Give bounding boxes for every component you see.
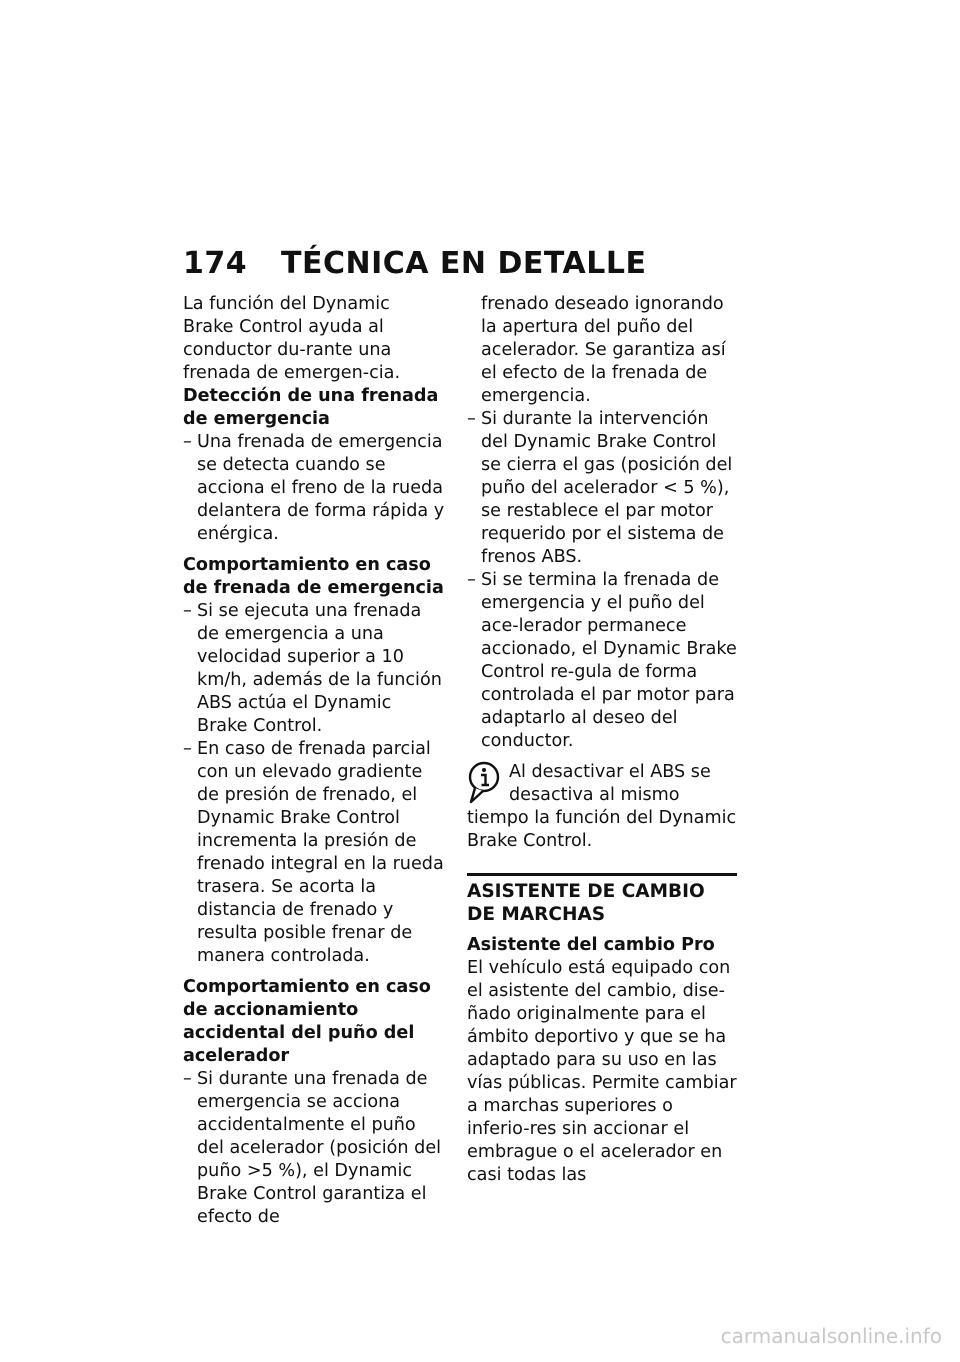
list-item-text: Una frenada de emergencia se detecta cuando se acciona el freno de la rueda delantera de forma rápida y enérgica. bbox=[197, 432, 445, 544]
watermark: carmanualsonline.info bbox=[720, 1324, 942, 1348]
dash-bullet: – bbox=[183, 1069, 192, 1089]
pro-paragraph: El vehículo está equipado con el asistente del cambio, dise-ñado originalmente para el ámbito deportivo y que se ha adaptado para su uso en las vías públicas. Permite cambiar a marchas superiores o inferio-res sin accionar el embrague o el acelerador en casi todas las bbox=[467, 958, 737, 1185]
list-item-text: Si durante una frenada de emergencia se acciona accidentalmente el puño del acelerador (posición del puño >5 %), el Dynamic Brake Control garantiza el efecto de bbox=[197, 1069, 442, 1227]
list-item bbox=[183, 431, 445, 546]
list-item bbox=[183, 738, 445, 968]
intro-paragraph: La función del Dynamic Brake Control ayuda al conductor du-rante una frenada de emergen-cia. bbox=[183, 294, 401, 383]
list-item-text: frenado deseado ignorando la apertura del puño del acelerador. Se garantiza así el efecto de la frenada de emergencia. bbox=[481, 294, 726, 406]
info-icon bbox=[467, 761, 503, 805]
dash-bullet: – bbox=[183, 739, 192, 759]
info-text: Al desactivar el ABS se desactiva al mismo tiempo la función del Dynamic Brake Control. bbox=[467, 762, 737, 851]
heading-pro: Asistente del cambio Pro bbox=[467, 935, 715, 955]
page-title: TÉCNICA EN DETALLE bbox=[281, 246, 647, 281]
dash-bullet: – bbox=[467, 409, 476, 429]
info-note bbox=[467, 761, 737, 853]
dash-bullet: – bbox=[183, 432, 192, 452]
list-item bbox=[467, 569, 737, 753]
list-item-text: En caso de frenada parcial con un elevado gradiente de presión de frenado, el Dynamic Brake Control incrementa la presión de frenado integral en la rueda trasera. Se acorta la distancia de frenado y resulta posible frenar de manera controlada. bbox=[197, 739, 444, 966]
list-item-continued bbox=[467, 293, 737, 408]
page-header bbox=[183, 246, 646, 281]
heading-detection: Detección de una frenada de emergencia bbox=[183, 386, 439, 429]
list-item-text: Si durante la intervención del Dynamic Brake Control se cierra el gas (posición del puño del acelerador < 5 %), se restablece el par motor requerido por el sistema de frenos ABS. bbox=[481, 409, 733, 567]
list-item bbox=[467, 408, 737, 569]
list-item-text: Si se termina la frenada de emergencia y el puño del ace-lerador permanece accionado, el Dynamic Brake Control re-gula de forma controlada el par motor para adaptarlo al deseo del conductor. bbox=[481, 570, 737, 751]
list-item-text: Si se ejecuta una frenada de emergencia a una velocidad superior a 10 km/h, además de la función ABS actúa el Dynamic Brake Control. bbox=[197, 601, 442, 736]
right-column bbox=[467, 293, 737, 1187]
page-number: 174 bbox=[183, 246, 248, 281]
heading-behavior: Comportamiento en caso de frenada de emergencia bbox=[183, 555, 444, 598]
list-item bbox=[183, 600, 445, 738]
dash-bullet: – bbox=[467, 570, 476, 590]
dash-bullet: – bbox=[183, 601, 192, 621]
section-title: ASISTENTE DE CAMBIO DE MARCHAS bbox=[467, 881, 705, 925]
left-column bbox=[183, 293, 445, 1229]
section-divider bbox=[467, 873, 737, 876]
heading-accidental: Comportamiento en caso de accionamiento accidental del puño del acelerador bbox=[183, 977, 431, 1066]
list-item bbox=[183, 1068, 445, 1229]
